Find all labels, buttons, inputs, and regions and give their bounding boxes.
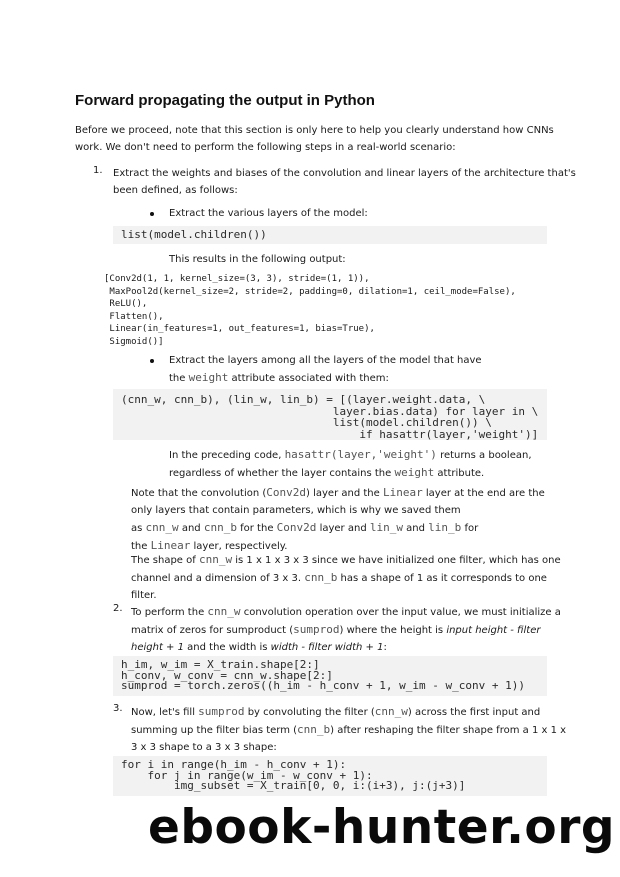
inline-code: hasattr(layer,'weight') bbox=[284, 448, 437, 461]
bullet-icon bbox=[150, 212, 154, 216]
inline-code: weight bbox=[188, 371, 229, 384]
step-2-line-3: height + 1 and the width is width - filter width + 1: bbox=[131, 642, 387, 653]
shape-line-2: channel and a dimension of 3 x 3. cnn_b has a shape of 1 as it corresponds to one bbox=[131, 571, 547, 584]
code-init-sumprod: h_im, w_im = X_train.shape[2:] h_conv, w_conv = cnn_w.shape[2:] sumprod = torch.zeros((h_im - h_conv + 1, w_im - w_conv + 1)) bbox=[121, 658, 525, 692]
step-2-line-2: matrix of zeros for sumproduct (sumprod) where the height is input height - filter bbox=[131, 623, 541, 636]
shape-line-1: The shape of cnn_w is 1 x 1 x 3 x 3 since we have initialized one filter, which has one bbox=[131, 553, 561, 566]
note-line-1: Note that the convolution (Conv2d) layer and the Linear layer at the end are the bbox=[131, 486, 545, 499]
inline-code: weight bbox=[394, 466, 435, 479]
preceding-code-text bbox=[169, 446, 532, 482]
section-heading: Forward propagating the output in Python bbox=[75, 92, 375, 109]
step-1-text bbox=[113, 165, 576, 199]
bullet-2-line-1: Extract the layers among all the layers of the model that have bbox=[169, 355, 482, 366]
step-2-text bbox=[131, 603, 561, 656]
watermark: ebook-hunter.org bbox=[148, 800, 616, 855]
code-convolution-loop: for i in range(h_im - h_conv + 1): for j in range(w_im - w_conv + 1): img_subset = X_train[0, 0, i:(i+3), j:(j+3)] bbox=[121, 758, 466, 792]
step-3-text bbox=[131, 703, 566, 756]
step-1-number: 1. bbox=[93, 165, 103, 176]
step-3-number: 3. bbox=[113, 703, 123, 714]
intro-paragraph bbox=[75, 122, 554, 156]
preceding-line-1: In the preceding code, hasattr(layer,'weight') returns a boolean, bbox=[169, 448, 532, 461]
result-text: This results in the following output: bbox=[169, 254, 346, 265]
shape-paragraph bbox=[131, 551, 561, 604]
step-1-line-1: Extract the weights and biases of the convolution and linear layers of the architecture that's bbox=[113, 168, 576, 179]
note-line-3: as cnn_w and cnn_b for the Conv2d layer and lin_w and lin_b for bbox=[131, 521, 479, 534]
step-2-number: 2. bbox=[113, 603, 123, 614]
code-block-loop bbox=[113, 756, 547, 796]
code-block-sumprod bbox=[113, 656, 547, 696]
bullet-2-text bbox=[169, 352, 482, 387]
code-list-children: list(model.children()) bbox=[121, 228, 267, 241]
bullet-icon bbox=[150, 359, 154, 363]
bullet-1-text: Extract the various layers of the model: bbox=[169, 208, 368, 219]
code-block-children bbox=[113, 226, 547, 244]
step-3-line-2: summing up the filter bias term (cnn_b) after reshaping the filter shape from a 1 x 1 x bbox=[131, 723, 567, 736]
shape-line-3: filter. bbox=[131, 590, 157, 601]
note-line-2: only layers that contain parameters, which is why we saved them bbox=[131, 505, 461, 516]
note-paragraph bbox=[131, 484, 545, 555]
intro-line-2: work. We don't need to perform the following steps in a real-world scenario: bbox=[75, 142, 456, 153]
note-line-4: the Linear layer, respectively. bbox=[131, 539, 288, 552]
step-2-line-1: To perform the cnn_w convolution operation over the input value, we must initialize a bbox=[131, 605, 561, 618]
intro-line-1: Before we proceed, note that this section is only here to help you clearly understand how CNNs bbox=[75, 125, 554, 136]
preceding-line-2: regardless of whether the layer contains the weight attribute. bbox=[169, 466, 485, 479]
code-block-weights bbox=[113, 389, 547, 440]
step-3-line-1: Now, let's fill sumprod by convoluting the filter (cnn_w) across the first input and bbox=[131, 705, 541, 718]
code-extract-weights: (cnn_w, cnn_b), (lin_w, lin_b) = [(layer.weight.data, \ layer.bias.data) for layer in \ list(model.children()) \ if hasattr(layer,'weight')] bbox=[121, 393, 539, 441]
model-children-output: [Conv2d(1, 1, kernel_size=(3, 3), stride=(1, 1)), MaxPool2d(kernel_size=2, stride=2, padding=0, dilation=1, ceil_mode=False), ReLU(), Flatten(), Linear(in_features=1, out_features=1, bias=True), Sigmoid()] bbox=[104, 274, 516, 347]
step-1-line-2: been defined, as follows: bbox=[113, 185, 238, 196]
step-3-line-3: 3 x 3 shape to a 3 x 3 shape: bbox=[131, 742, 277, 753]
bullet-2-line-2: the weight attribute associated with them: bbox=[169, 371, 389, 384]
